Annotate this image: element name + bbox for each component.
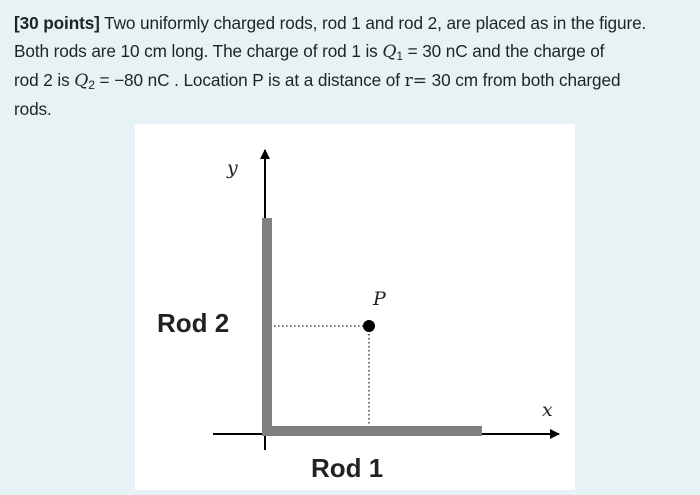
problem-statement [14,9,696,123]
q1-value: = 30 nC and the charge of [402,41,605,61]
q2-symbol: Q [74,71,89,91]
r-symbol: r= [404,71,427,91]
q2-subscript: 2 [88,78,95,92]
q2-value: = −80 nC . Location P is at a distance of [94,70,405,90]
problem-line-3: rod 2 is [14,70,75,90]
problem-sentence-1: Two uniformly charged rods, rod 1 and rod 2, are placed as in the figure. [99,13,647,33]
q1-symbol: Q [382,42,397,62]
rod-2-label: Rod 2 [157,308,230,338]
points-label: [30 points] [14,13,100,33]
problem-line-2: Both rods are 10 cm long. The charge of rod 1 is [14,41,383,61]
q1-subscript: 1 [396,49,403,63]
point-p-label: P [373,288,386,310]
y-axis-label: y [227,157,238,179]
rod-2 [262,218,272,434]
problem-line-4: rods. [14,99,52,119]
rod-1-label: Rod 1 [311,453,384,483]
rod-1 [262,426,482,436]
point-p [363,320,375,332]
rods-diagram [135,124,575,490]
r-value: 30 cm from both charged [426,70,621,90]
rods-figure [135,124,575,490]
x-axis-label: x [542,399,553,421]
